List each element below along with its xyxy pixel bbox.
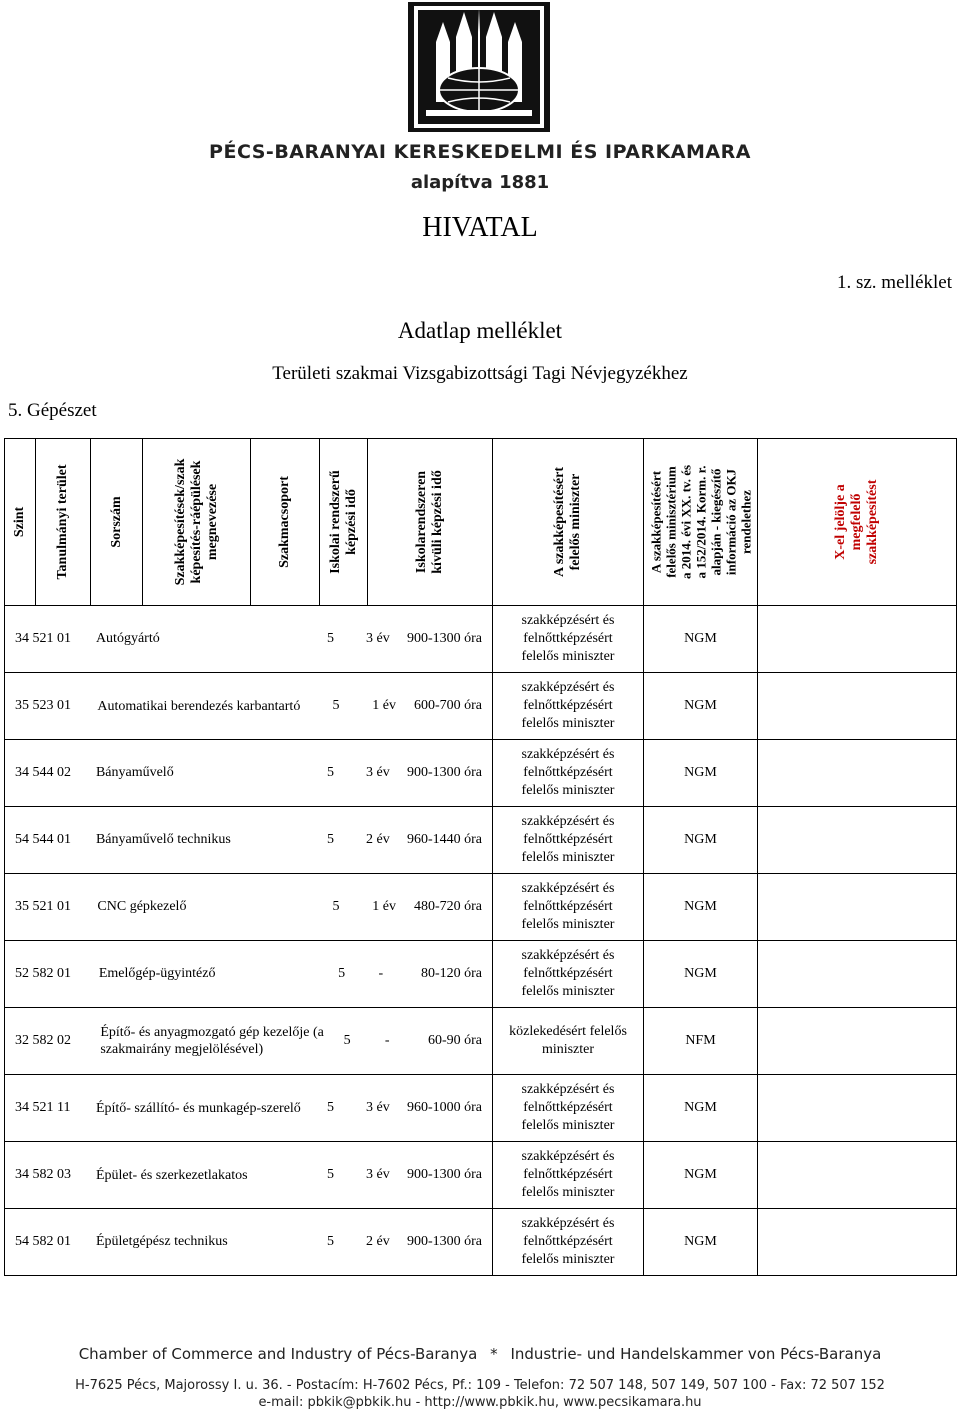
x-mark-cell[interactable] <box>758 941 957 1008</box>
qualification-code: 34 582 03 <box>15 1167 71 1182</box>
school-duration: 3 év <box>366 1167 390 1182</box>
x-mark-cell[interactable] <box>758 1142 957 1209</box>
school-duration: 3 év <box>366 631 390 646</box>
footer-separator: * <box>490 1345 498 1363</box>
qualification-cell <box>5 1008 493 1075</box>
responsible-minister: szakképzésért és felnőttképzésért felelős miniszter <box>493 807 644 874</box>
col-header-szakmacsoport: Szakmacsoport <box>251 439 320 606</box>
extra-school-hours: 480-720 óra <box>413 899 482 914</box>
responsible-minister: szakképzésért és felnőttképzésért felelős miniszter <box>493 1142 644 1209</box>
extra-school-hours: 900-1300 óra <box>406 1234 482 1249</box>
responsible-minister: szakképzésért és felnőttképzésért felelős miniszter <box>493 1209 644 1276</box>
x-mark-cell[interactable] <box>758 1209 957 1276</box>
qualification-name: Autógyártó <box>95 631 160 646</box>
responsible-ministry: NGM <box>644 941 758 1008</box>
qualification-cell <box>5 673 493 740</box>
school-duration: - <box>378 966 384 981</box>
extra-school-hours: 80-120 óra <box>420 966 482 981</box>
school-duration: 3 év <box>366 1100 390 1115</box>
qualification-code: 34 521 01 <box>15 631 71 646</box>
document-subtitle: Területi szakmai Vizsgabizottsági Tagi Névjegyzékhez <box>272 363 688 384</box>
annex-label: 1. sz. melléklet <box>836 272 952 293</box>
qualification-level: 5 <box>326 1100 334 1115</box>
table-row <box>5 606 957 673</box>
col-header-x-jelolje: X-el jelölje a megfelelő szakképesítést <box>758 439 957 606</box>
footer-contact[interactable]: e-mail: pbkik@pbkik.hu - http://www.pbkik.hu, www.pecsikamara.hu <box>258 1395 702 1410</box>
responsible-minister: szakképzésért és felnőttképzésért felelős miniszter <box>493 941 644 1008</box>
col-header-sorszam: Sorszám <box>91 439 143 606</box>
school-duration: 1 év <box>372 899 396 914</box>
col-header-felelos-miniszterium: A szakképesítésért felelős minisztérium a 2014. évi XX. tv. és a 152/2014. Korm. r. alapján - kiegészítő információ az OKJ rendelethez <box>644 439 758 606</box>
responsible-ministry: NGM <box>644 673 758 740</box>
chamber-logo <box>408 2 550 132</box>
extra-school-hours: 960-1440 óra <box>406 832 482 847</box>
qualification-code: 35 523 01 <box>15 698 71 713</box>
school-duration: 1 év <box>372 698 396 713</box>
x-mark-cell[interactable] <box>758 807 957 874</box>
table-row <box>5 740 957 807</box>
qualification-cell <box>5 740 493 807</box>
footer-name-en: Chamber of Commerce and Industry of Pécs-Baranya <box>78 1345 478 1363</box>
office-title: HIVATAL <box>422 212 538 243</box>
x-mark-cell[interactable] <box>758 673 957 740</box>
extra-school-hours: 900-1300 óra <box>406 765 482 780</box>
qualification-name: Épület- és szerkezetlakatos <box>95 1167 248 1183</box>
qualification-cell <box>5 1209 493 1276</box>
x-mark-cell[interactable] <box>758 740 957 807</box>
responsible-minister: szakképzésért és felnőttképzésért felelős miniszter <box>493 606 644 673</box>
founded-year: alapítva 1881 <box>410 172 550 193</box>
qualification-level: 5 <box>326 631 334 646</box>
responsible-minister: szakképzésért és felnőttképzésért felelős miniszter <box>493 874 644 941</box>
col-header-szakkepesites: Szakképesítések/szak képesítés-ráépülések megnevezése <box>143 439 251 606</box>
responsible-minister: szakképzésért és felnőttképzésért felelős miniszter <box>493 1075 644 1142</box>
col-header-iskolai-kepzesi-ido: Iskolai rendszerű képzési idő <box>320 439 368 606</box>
table-row <box>5 874 957 941</box>
responsible-minister: közlekedésért felelős miniszter <box>493 1008 644 1075</box>
qualification-name: Építő- és anyagmozgató gép kezelője (a szakmairány megjelölésével) <box>100 1025 324 1057</box>
qualification-code: 34 544 02 <box>15 765 71 780</box>
col-header-tanulmanyi-terulet: Tanulmányi terület <box>36 439 91 606</box>
school-duration: 2 év <box>366 1234 390 1249</box>
table-row <box>5 941 957 1008</box>
x-mark-cell[interactable] <box>758 1008 957 1075</box>
qualification-name: Bányaművelő technikus <box>95 832 231 847</box>
col-header-iskolarendszeren-kivuli: Iskolarendszeren kívüli képzési idő <box>368 439 493 606</box>
responsible-ministry: NGM <box>644 1209 758 1276</box>
qualification-name: Emelőgép-ügyintéző <box>98 966 216 981</box>
qualification-code: 35 521 01 <box>15 899 71 914</box>
school-duration: 3 év <box>366 765 390 780</box>
table-row <box>5 1008 957 1075</box>
qualification-level: 5 <box>332 899 340 914</box>
qualification-cell <box>5 606 493 673</box>
responsible-ministry: NGM <box>644 807 758 874</box>
responsible-ministry: NGM <box>644 1075 758 1142</box>
extra-school-hours: 600-700 óra <box>413 698 482 713</box>
qualification-code: 32 582 02 <box>15 1033 71 1048</box>
qualification-name: Épületgépész technikus <box>95 1234 228 1249</box>
footer-name-de: Industrie- und Handelskammer von Pécs-Baranya <box>510 1345 882 1363</box>
qualifications-table <box>4 438 957 1276</box>
col-header-felelos-miniszter: A szakképesítésért felelős miniszter <box>493 439 644 606</box>
responsible-minister: szakképzésért és felnőttképzésért felelős miniszter <box>493 673 644 740</box>
qualification-name: Bányaművelő <box>95 765 174 780</box>
responsible-ministry: NGM <box>644 1142 758 1209</box>
extra-school-hours: 60-90 óra <box>427 1033 483 1048</box>
table-row <box>5 1142 957 1209</box>
qualification-level: 5 <box>338 966 346 981</box>
qualification-code: 34 521 11 <box>15 1100 71 1115</box>
qualification-name: CNC gépkezelő <box>97 899 187 914</box>
col-header-szint: Szint <box>5 439 36 606</box>
extra-school-hours: 900-1300 óra <box>406 1167 482 1182</box>
table-header-row <box>5 439 957 606</box>
extra-school-hours: 900-1300 óra <box>406 631 482 646</box>
document-title: Adatlap melléklet <box>397 318 563 343</box>
qualification-level: 5 <box>326 832 334 847</box>
qualification-code: 54 544 01 <box>15 832 71 847</box>
qualification-level: 5 <box>343 1033 351 1048</box>
qualification-cell <box>5 807 493 874</box>
table-row <box>5 1209 957 1276</box>
responsible-ministry: NGM <box>644 606 758 673</box>
qualification-cell <box>5 1075 493 1142</box>
qualification-level: 5 <box>326 1234 334 1249</box>
responsible-ministry: NFM <box>644 1008 758 1075</box>
qualification-cell <box>5 941 493 1008</box>
qualification-name: Automatikai berendezés karbantartó <box>97 698 301 714</box>
section-title: 5. Gépészet <box>8 400 97 421</box>
x-mark-cell[interactable] <box>758 1075 957 1142</box>
qualification-code: 54 582 01 <box>15 1234 71 1249</box>
qualification-level: 5 <box>326 765 334 780</box>
table-row <box>5 1075 957 1142</box>
qualification-level: 5 <box>332 698 340 713</box>
table-row <box>5 807 957 874</box>
x-mark-cell[interactable] <box>758 606 957 673</box>
qualification-name: Építő- szállító- és munkagép-szerelő <box>95 1100 301 1116</box>
qualification-level: 5 <box>326 1167 334 1182</box>
table-row <box>5 673 957 740</box>
org-name: PÉCS-BARANYAI KERESKEDELMI ÉS IPARKAMARA <box>209 141 751 163</box>
responsible-ministry: NGM <box>644 874 758 941</box>
qualification-cell <box>5 1142 493 1209</box>
footer-chamber-names <box>0 1345 960 1363</box>
qualification-cell <box>5 874 493 941</box>
responsible-ministry: NGM <box>644 740 758 807</box>
footer-address: H-7625 Pécs, Majorossy I. u. 36. - Postacím: H-7602 Pécs, Pf.: 109 - Telefon: 72 507 148, 507 149, 507 100 - Fax: 72 507 152 <box>75 1378 885 1393</box>
qualification-code: 52 582 01 <box>15 966 71 981</box>
school-duration: 2 év <box>366 832 390 847</box>
x-mark-cell[interactable] <box>758 874 957 941</box>
extra-school-hours: 960-1000 óra <box>406 1100 482 1115</box>
responsible-minister: szakképzésért és felnőttképzésért felelős miniszter <box>493 740 644 807</box>
school-duration: - <box>384 1033 390 1048</box>
